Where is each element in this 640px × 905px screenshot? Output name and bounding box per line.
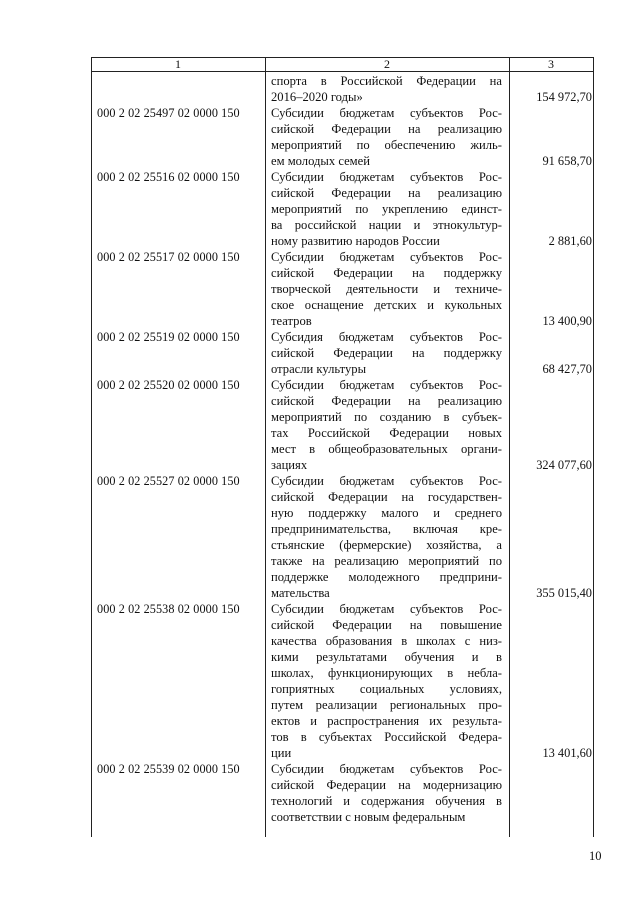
description-line: тах Российской Федерации новых [271,426,502,440]
row-code: 000 2 02 25527 02 0000 150 [97,474,240,488]
description-line: ному развитию народов России [271,234,440,248]
description-line: путем реализации региональных про- [271,698,502,712]
description-line: театров [271,314,312,328]
description-line: Субсидии бюджетам субъектов Рос- [271,762,502,776]
description-line: качества образования в школах с низ- [271,634,502,648]
row-code: 000 2 02 25538 02 0000 150 [97,602,240,616]
description-line: мероприятий по созданию в субъек- [271,410,502,424]
description-line: тов в субъектах Российской Федера- [271,730,502,744]
description-line: мероприятий по укреплению единст- [271,202,502,216]
description-line: также на реализацию мероприятий по [271,554,502,568]
description-line: мательства [271,586,330,600]
description-line: сийской Федерации на реализацию [271,186,502,200]
description-line: стьянские (фермерские) хозяйства, а [271,538,502,552]
row-code: 000 2 02 25520 02 0000 150 [97,378,240,392]
description-line: сийской Федерации на поддержку [271,266,502,280]
table-border-right [593,57,594,837]
description-line: мест в общеобразовательных органи- [271,442,502,456]
description-line: ва российской нации и этнокультур- [271,218,502,232]
description-line: ции [271,746,292,760]
description-line: соответствии с новым федеральным [271,810,466,824]
header-col-1: 1 [175,57,181,71]
row-code: 000 2 02 25497 02 0000 150 [97,106,240,120]
description-line: предпринимательства, включая кре- [271,522,502,536]
row-description [271,249,502,329]
row-amount: 324 077,60 [536,458,592,472]
row-description [271,169,502,249]
row-amount: 13 400,90 [542,314,592,328]
description-line: ную поддержку малого и среднего [271,506,502,520]
row-amount: 355 015,40 [536,586,592,600]
row-code: 000 2 02 25516 02 0000 150 [97,170,240,184]
description-line: сийской Федерации на модернизацию [271,778,502,792]
row-description [271,105,502,169]
description-line: ектов и распространения их результа- [271,714,502,728]
row-description [271,73,502,105]
description-line: сийской Федерации на поддержку [271,346,502,360]
description-line: Субсидии бюджетам субъектов Рос- [271,378,502,392]
description-line: сийской Федерации на реализацию [271,122,502,136]
table-border-left [91,57,92,837]
description-line: творческой деятельности и техниче- [271,282,502,296]
row-code: 000 2 02 25519 02 0000 150 [97,330,240,344]
row-description [271,377,502,473]
row-code: 000 2 02 25539 02 0000 150 [97,762,240,776]
row-description [271,329,502,377]
page-number: 10 [589,849,602,863]
description-line: 2016–2020 годы» [271,90,363,104]
description-line: сийской Федерации на повышение [271,618,502,632]
description-line: гоприятных социальных условиях, [271,682,502,696]
description-line: поддержке молодежного предприни- [271,570,502,584]
row-description [271,473,502,601]
description-line: спорта в Российской Федерации на [271,74,502,88]
description-line: сийской Федерации на государствен- [271,490,502,504]
header-col-2: 2 [384,57,390,71]
description-line: Субсидии бюджетам субъектов Рос- [271,474,502,488]
description-line: кими результатами обучения и в [271,650,502,664]
description-line: сийской Федерации на реализацию [271,394,502,408]
description-line: Субсидии бюджетам субъектов Рос- [271,106,502,120]
row-description [271,601,502,761]
row-amount: 68 427,70 [542,362,592,376]
description-line: Субсидии бюджетам субъектов Рос- [271,250,502,264]
description-line: технологий и содержания обучения в [271,794,502,808]
row-amount: 154 972,70 [536,90,592,104]
row-amount: 2 881,60 [548,234,592,248]
row-code: 000 2 02 25517 02 0000 150 [97,250,240,264]
description-line: школах, функционирующих в небла- [271,666,502,680]
row-amount: 91 658,70 [542,154,592,168]
description-line: Субсидии бюджетам субъектов Рос- [271,170,502,184]
column-divider-1 [265,57,266,837]
description-line: отрасли культуры [271,362,367,376]
description-line: Субсидия бюджетам субъектов Рос- [271,330,502,344]
description-line: Субсидии бюджетам субъектов Рос- [271,602,502,616]
description-line: мероприятий по обеспечению жиль- [271,138,502,152]
description-line: ем молодых семей [271,154,370,168]
description-line: ское оснащение детских и кукольных [271,298,502,312]
description-line: зациях [271,458,308,472]
column-divider-2 [509,57,510,837]
header-col-3: 3 [548,57,554,71]
row-amount: 13 401,60 [542,746,592,760]
row-description [271,761,502,825]
